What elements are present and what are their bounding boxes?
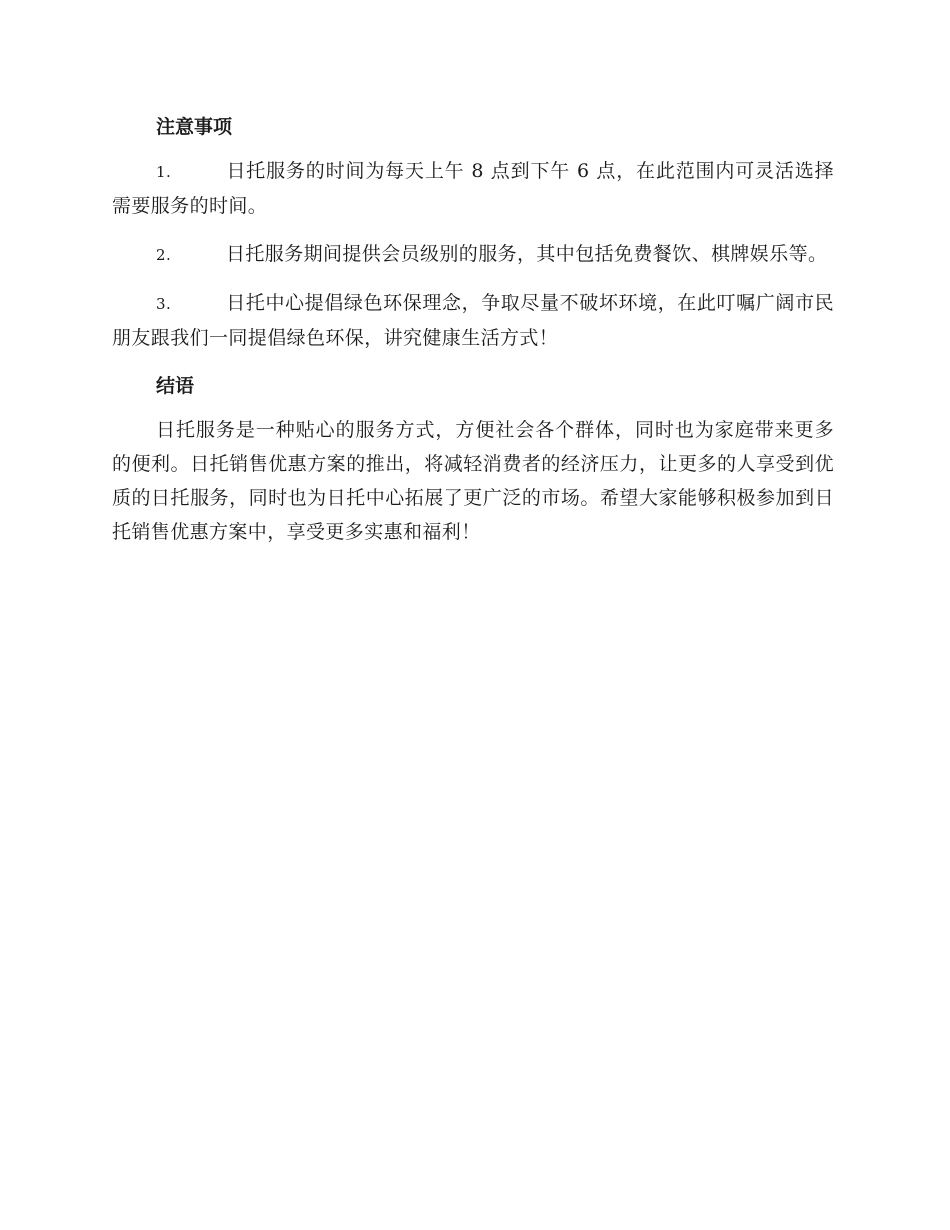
notes-item-text: 日托服务的时间为每天上午 8 点到下午 6 点，在此范围内可灵活选择需要服务的时间。 (112, 160, 834, 217)
notes-heading: 注意事项 (156, 116, 233, 138)
notes-item-number: 2. (156, 246, 172, 264)
document-page (112, 110, 834, 549)
conclusion-paragraph: 日托服务是一种贴心的服务方式，方便社会各个群体，同时也为家庭带来更多的便利。日托销售优惠方案的推出，将减轻消费者的经济压力，让更多的人享受到优质的日托服务，同时也为日托中心拓展了更广泛的市场。希望大家能够积极参加到日托销售优惠方案中，享受更多实惠和福利！ (112, 419, 834, 543)
notes-item-number: 3. (156, 295, 172, 313)
notes-item-3 (112, 286, 834, 355)
notes-item-2 (112, 237, 834, 272)
conclusion-heading: 结语 (156, 375, 195, 397)
notes-item-text: 日托中心提倡绿色环保理念，争取尽量不破坏环境，在此叮嘱广阔市民朋友跟我们一同提倡绿色环保，讲究健康生活方式！ (112, 292, 834, 349)
notes-item-text: 日托服务期间提供会员级别的服务，其中包括免费餐饮、棋牌娱乐等。 (226, 243, 828, 265)
notes-item-1 (112, 154, 834, 223)
notes-item-number: 1. (156, 163, 172, 181)
